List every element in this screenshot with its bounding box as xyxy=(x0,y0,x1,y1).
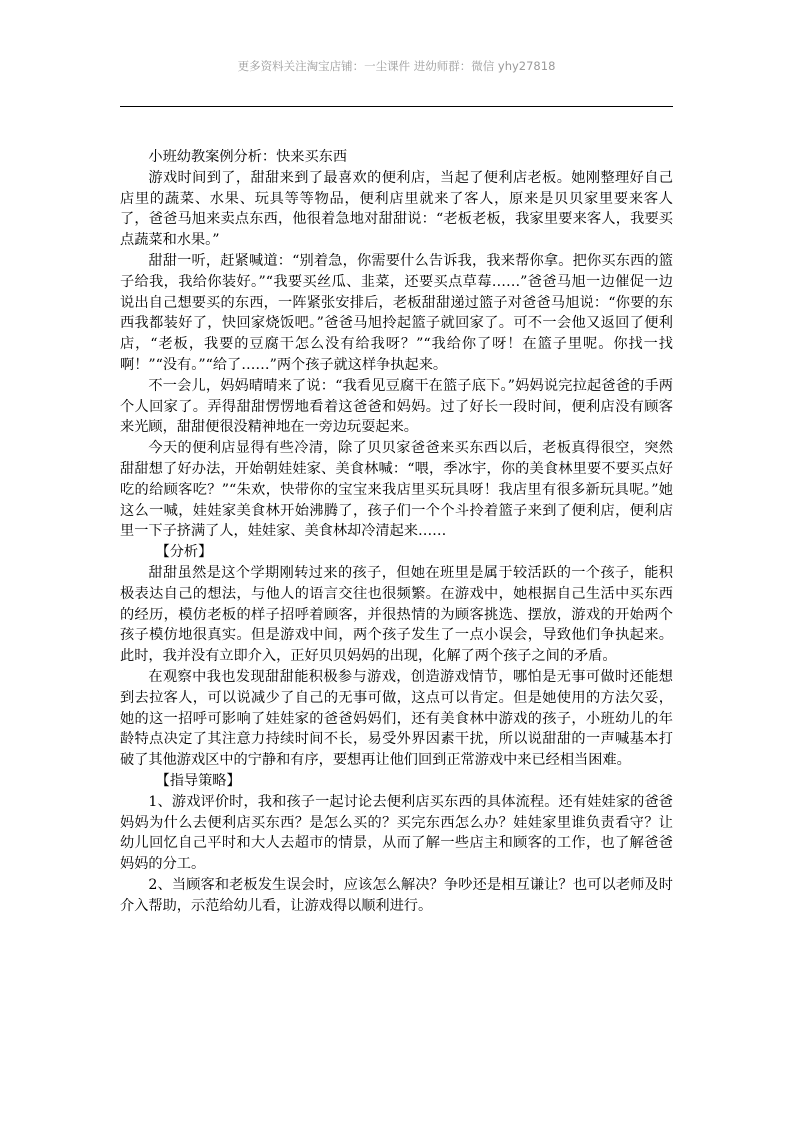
story-paragraph: 甜甜一听，赶紧喊道：“别着急，你需要什么告诉我，我来帮你拿。把你买东西的篮子给我，我给你装好。”“我要买丝瓜、韭菜，还要买点草莓……”爸爸马旭一边催促一边说出自己想要买的东西，一阵紧张安排后，老板甜甜递过篮子对爸爸马旭说：“你要的东西我都装好了，快回家烧饭吧。”爸爸马旭拎起篮子就回家了。可不一会他又返回了便利店，“老板，我要的豆腐干怎么没有给我呀？”“我给你了呀！在篮子里呢。你找一找啊！”“没有。”“给了……”两个孩子就这样争执起来。 xyxy=(120,252,673,373)
document-title: 小班幼教案例分析：快来买东西 xyxy=(148,149,348,165)
document-body xyxy=(120,147,673,916)
analysis-paragraph: 甜甜虽然是这个学期刚转过来的孩子，但她在班里是属于较活跃的一个孩子，能积极表达自己的想法，与他人的语言交往也很频繁。在游戏中，她根据自己生活中买东西的经历，模仿老板的样子招呼着顾客，并很热情的为顾客挑选、摆放，游戏的开始两个孩子模仿地很真实。但是游戏中间，两个孩子发生了一点小误会，导致他们争执起来。此时，我并没有立即介入，正好贝贝妈妈的出现，化解了两个孩子之间的矛盾。 xyxy=(120,564,673,665)
analysis-heading: 【分析】 xyxy=(155,544,213,561)
story-paragraph: 今天的便利店显得有些冷清，除了贝贝家爸爸来买东西以后，老板真得很空，突然甜甜想了好办法，开始朝娃娃家、美食林喊：“喂，季冰宇，你的美食林里要不要买点好吃的给顾客吃？”“朱欢，快带你的宝宝来我店里买玩具呀！我店里有很多新玩具呢。”她这么一喊，娃娃家美食林开始沸腾了，孩子们一个个斗拎着篮子来到了便利店，便利店里一下子挤满了人，娃娃家、美食林却冷清起来…… xyxy=(120,440,673,540)
header-divider xyxy=(120,106,673,107)
strategy-heading: 【指导策略】 xyxy=(155,772,241,789)
analysis-paragraph: 在观察中我也发现甜甜能积极参与游戏，创造游戏情节，哪怕是无事可做时还能想到去拉客人，可以说减少了自己的无事可做，这点可以肯定。但是她使用的方法欠妥，她的这一招呼可影响了娃娃家的爸爸妈妈们，还有美食林中游戏的孩子，小班幼儿的年龄特点决定了其注意力持续时间不长，易受外界因素干扰，所以说甜甜的一声喊基本打破了其他游戏区中的宁静和有序，要想再让他们回到正常游戏中来已经相当困难。 xyxy=(120,668,673,769)
strategy-item: 1、游戏评价时，我和孩子一起讨论去便利店买东西的具体流程。还有娃娃家的爸爸妈妈为什么去便利店买东西？是怎么买的？买完东西怎么办？娃娃家里谁负责看守？让幼儿回忆自己平时和大人去超市的情景，从而了解一些店主和顾客的工作，也了解爸爸妈妈的分工。 xyxy=(120,793,673,873)
story-paragraph: 不一会儿，妈妈晴晴来了说：“我看见豆腐干在篮子底下。”妈妈说完拉起爸爸的手两个人回家了。弄得甜甜愣愣地看着这爸爸和妈妈。过了好长一段时间，便利店没有顾客来光顾，甜甜便很没精神地在一旁边玩耍起来。 xyxy=(120,377,673,436)
page-header-watermark: 更多资料关注淘宝店铺：一尘课件 进幼师群：微信 yhy27818 xyxy=(237,59,556,73)
strategy-item: 2、当顾客和老板发生误会时，应该怎么解决？争吵还是相互谦让？也可以老师及时介入帮助，示范给幼儿看，让游戏得以顺利进行。 xyxy=(120,876,673,914)
story-paragraph: 游戏时间到了，甜甜来到了最喜欢的便利店，当起了便利店老板。她刚整理好自己店里的蔬菜、水果、玩具等等物品，便利店里就来了客人，原来是贝贝家里要来客人了，爸爸马旭来卖点东西，他很着急地对甜甜说：“老板老板，我家里要来客人，我要买点蔬菜和水果。” xyxy=(120,169,673,249)
